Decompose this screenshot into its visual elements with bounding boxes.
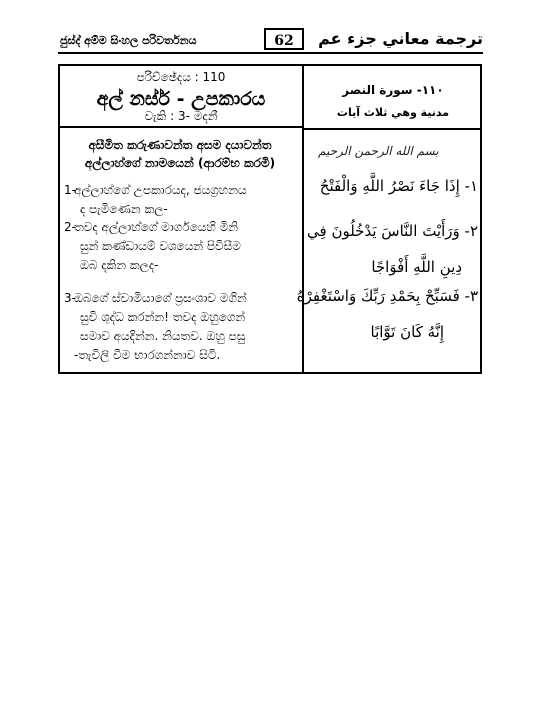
verse-text-line: -තැවිලි වීම භාරගන්නාව සිටි. (74, 348, 221, 362)
header-right-title: ترجمة معاني جزء عم (318, 29, 483, 48)
invocation-line-2: අල්ලාහ්ගේ නාමයෙන් (ආරම්භ කරමි) (84, 156, 276, 170)
verse-text-line: ඔබගේ ස්වාමියාගේ ප්‍රසංශාව මගින් (74, 291, 247, 305)
verse-text-line: සුන් කණ්ඩායම් වශයෙන් පිවිසීම (80, 239, 241, 253)
arabic-surah-subtitle: مدنية وهي ثلاث آيات (336, 106, 450, 119)
arabic-surah-title: ١١٠- سورة النصر (342, 83, 444, 97)
verse-number: 2- (64, 220, 76, 234)
arabic-verse-3: ٣- فَسَبِّحْ بِحَمْدِ رَبِّكَ وَاسْتَغْفِرْهُ (296, 287, 478, 305)
verse-text-line: ද පැමිණෙන කල- (80, 202, 168, 216)
title-divider-right (302, 128, 482, 130)
header-left-title: ජුස්ද් අම්ම සිංහල පරිවර්තනය (60, 34, 197, 47)
verse-text-line: අල්ලාහ්ගේ උපකාරයද, ජයග්‍රහනය (74, 183, 247, 197)
verse-text-line: ඔබ දකින කලද- (80, 258, 159, 272)
translation-verse-1 (64, 181, 300, 219)
surah-name: අල් නස්ර් - උපකාරය (96, 88, 266, 110)
chapter-line: පරිච්ඡේදය : 110 (136, 70, 226, 84)
translation-verse-3 (64, 289, 300, 365)
arabic-verse-2-continued: دِينِ اللَّهِ أَفْوَاجًا (371, 258, 462, 276)
verse-number: 3- (64, 291, 76, 305)
arabic-verse-3-continued: إِنَّهُ كَانَ تَوَّابًا (370, 323, 444, 341)
verses-line: වැකි : 3- මදනී (144, 109, 218, 123)
translation-verse-2 (64, 218, 300, 275)
verse-text-line: සුවි ශුද්ධ කරන්න! තවද ඔහුගෙන් (80, 310, 246, 324)
page-number: 62 (264, 28, 304, 50)
verse-text-line: සමාව අයදින්න. නියතව. ඔහු පසු (80, 329, 246, 343)
title-divider-left (58, 126, 304, 128)
verse-number: 1- (64, 183, 76, 197)
arabic-verse-2: ٢- وَرَأَيْتَ النَّاسَ يَدْخُلُونَ فِي (307, 222, 478, 240)
verse-text-line: තවද අල්ලාහ්ගේ මාර්ගයෙහි මිනි (74, 220, 239, 234)
page-header (58, 28, 483, 54)
invocation-line-1: අසීමිත කරුණාවන්ත අසම දයාවන්ත (88, 138, 272, 152)
basmala: بسم الله الرحمن الرحيم (318, 144, 439, 158)
arabic-verse-1: ١- إِذَا جَاءَ نَصْرُ اللَّهِ وَالْفَتْحُ (319, 177, 478, 195)
header-rule (58, 52, 483, 54)
